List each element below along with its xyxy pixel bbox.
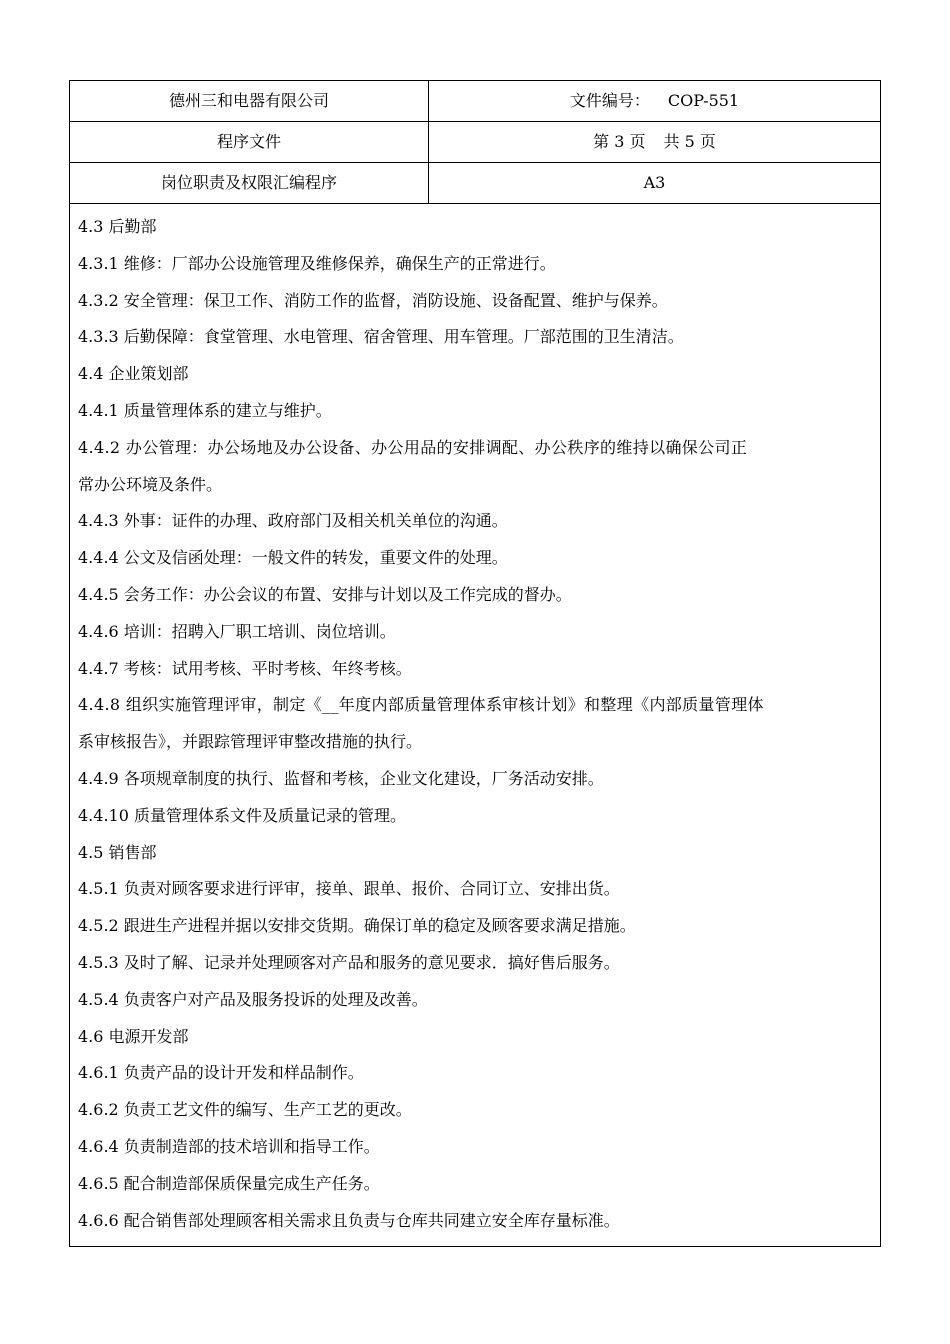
content-line: 4.4.8 组织实施管理评审，制定《__年度内部质量管理体系审核计划》和整理《内部质量管理体 [78,695,764,715]
content-line: 4.6 电源开发部 [78,1026,189,1046]
document-table [69,80,881,1247]
version: A3 [643,173,666,192]
header-row-company [70,81,880,122]
content-line: 4.4.9 各项规章制度的执行、监督和考核，企业文化建设，厂务活动安排。 [78,768,604,788]
header-row-doc-type [70,122,880,163]
content-line: 4.3.2 安全管理：保卫工作、消防工作的监督，消防设施、设备配置、维护与保养。 [78,290,668,310]
doc-number: COP-551 [667,91,740,110]
content-line: 4.6.5 配合制造部保质保量完成生产任务。 [78,1173,380,1193]
content-line: 4.5.3 及时了解、记录并处理顾客对产品和服务的意见要求．搞好售后服务。 [78,952,620,972]
content-line: 4.5 销售部 [78,842,157,862]
content-line: 4.4.6 培训：招聘入厂职工培训、岗位培训。 [78,621,396,641]
content-line: 4.6.2 负责工艺文件的编写、生产工艺的更改。 [78,1100,412,1120]
content-line: 4.6.6 配合销售部处理顾客相关需求且负责与仓库共同建立安全库存量标准。 [78,1210,620,1230]
doc-number-label: 文件编号： [569,91,650,110]
page-current: 第 3 页 [593,132,646,151]
content-line: 4.4.7 考核：试用考核、平时考核、年终考核。 [78,658,412,678]
content-line: 4.4.1 质量管理体系的建立与维护。 [78,400,332,420]
content-line: 4.4 企业策划部 [78,364,189,384]
page-total: 共 5 页 [663,132,716,151]
content-line: 4.3.3 后勤保障：食堂管理、水电管理、宿舍管理、用车管理。厂部范围的卫生清洁。 [78,327,684,347]
content-line: 4.4.2 办公管理：办公场地及办公设备、办公用品的安排调配、办公秩序的维持以确保公司正 [78,437,748,457]
content-line: 常办公环境及条件。 [78,474,223,494]
header-row-procedure [70,163,880,204]
content-line: 4.6.1 负责产品的设计开发和样品制作。 [78,1063,364,1083]
page-info-cell [429,122,880,162]
content-line: 4.5.1 负责对顾客要求进行评审，接单、跟单、报价、合同订立、安排出货。 [78,879,620,899]
content-line: 4.4.3 外事：证件的办理、政府部门及相关机关单位的沟通。 [78,511,508,531]
content-line: 4.5.4 负责客户对产品及服务投诉的处理及改善。 [78,989,428,1009]
procedure-title: 岗位职责及权限汇编程序 [70,163,429,203]
content-line: 4.3 后勤部 [78,217,157,236]
company-name: 德州三和电器有限公司 [70,81,429,121]
content-line: 4.6.4 负责制造部的技术培训和指导工作。 [78,1136,380,1156]
content-line: 4.5.2 跟进生产进程并据以安排交货期。确保订单的稳定及顾客要求满足措施。 [78,916,636,936]
content-line: 4.4.4 公文及信函处理：一般文件的转发，重要文件的处理。 [78,548,508,568]
doc-number-cell [429,81,880,121]
doc-type: 程序文件 [70,122,429,162]
content-line: 4.4.5 会务工作：办公会议的布置、安排与计划以及工作完成的督办。 [78,584,572,604]
content-line: 4.4.10 质量管理体系文件及质量记录的管理。 [78,805,406,825]
content-line: 4.3.1 维修：厂部办公设施管理及维修保养，确保生产的正常进行。 [78,253,556,273]
content-body [70,204,880,1246]
content-line: 系审核报告》，并跟踪管理评审整改措施的执行。 [78,732,423,752]
